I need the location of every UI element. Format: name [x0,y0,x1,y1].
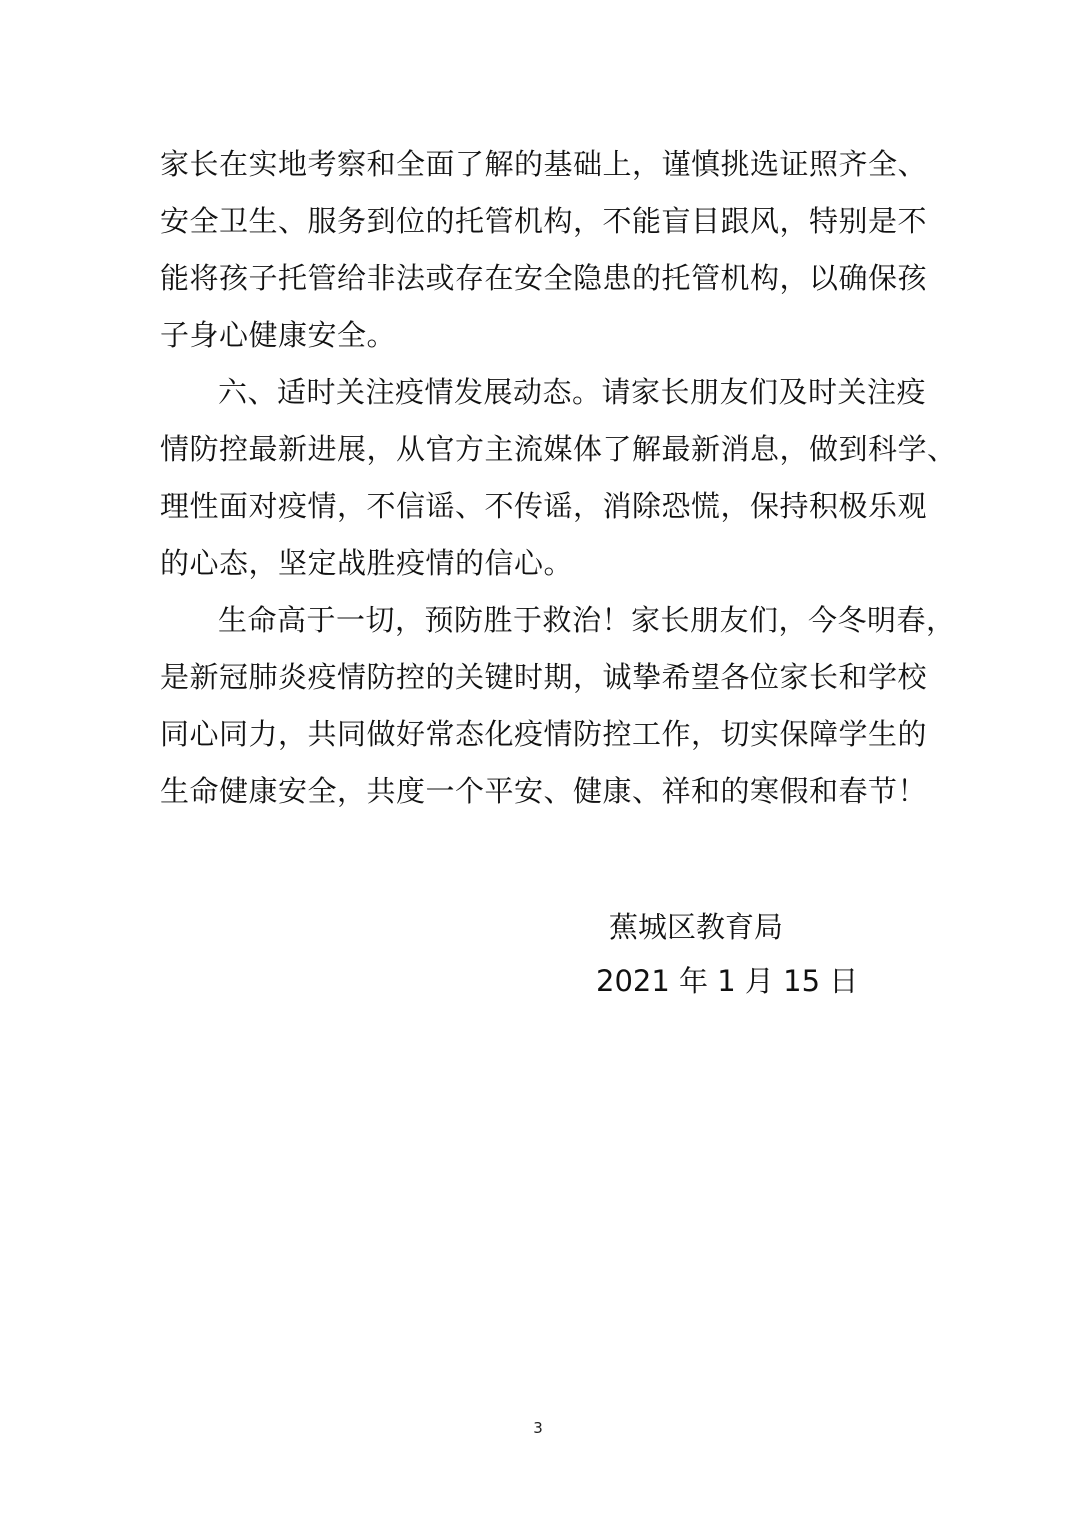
signature-date: 2021 年 1 月 15 日 [596,964,859,998]
closing-paragraph-start: 生命高于一切，预防胜于救治！家长朋友们，今冬明春， [218,603,956,637]
body-line: 理性面对疫情，不信谣、不传谣，消除恐慌，保持积极乐观 [160,489,928,523]
body-line: 的心态，坚定战胜疫情的信心。 [160,546,574,580]
body-line: 同心同力，共同做好常态化疫情防控工作，切实保障学生的 [160,717,928,751]
body-line: 是新冠肺炎疫情防控的关键时期，诚挚希望各位家长和学校 [160,660,928,694]
body-line: 能将孩子托管给非法或存在安全隐患的托管机构，以确保孩 [160,261,928,295]
body-line: 子身心健康安全。 [160,318,397,352]
letter-body [160,136,957,820]
body-line: 生命健康安全，共度一个平安、健康、祥和的寒假和春节！ [160,774,928,808]
paragraph-six-start: 六、适时关注疫情发展动态。请家长朋友们及时关注疫 [218,375,927,409]
signature-organization: 蕉城区教育局 [609,910,784,944]
page-number: 3 [533,1419,543,1437]
body-line: 情防控最新进展，从官方主流媒体了解最新消息，做到科学、 [160,432,957,466]
body-line: 安全卫生、服务到位的托管机构，不能盲目跟风，特别是不 [160,204,928,238]
body-line: 家长在实地考察和全面了解的基础上，谨慎挑选证照齐全、 [160,147,928,181]
